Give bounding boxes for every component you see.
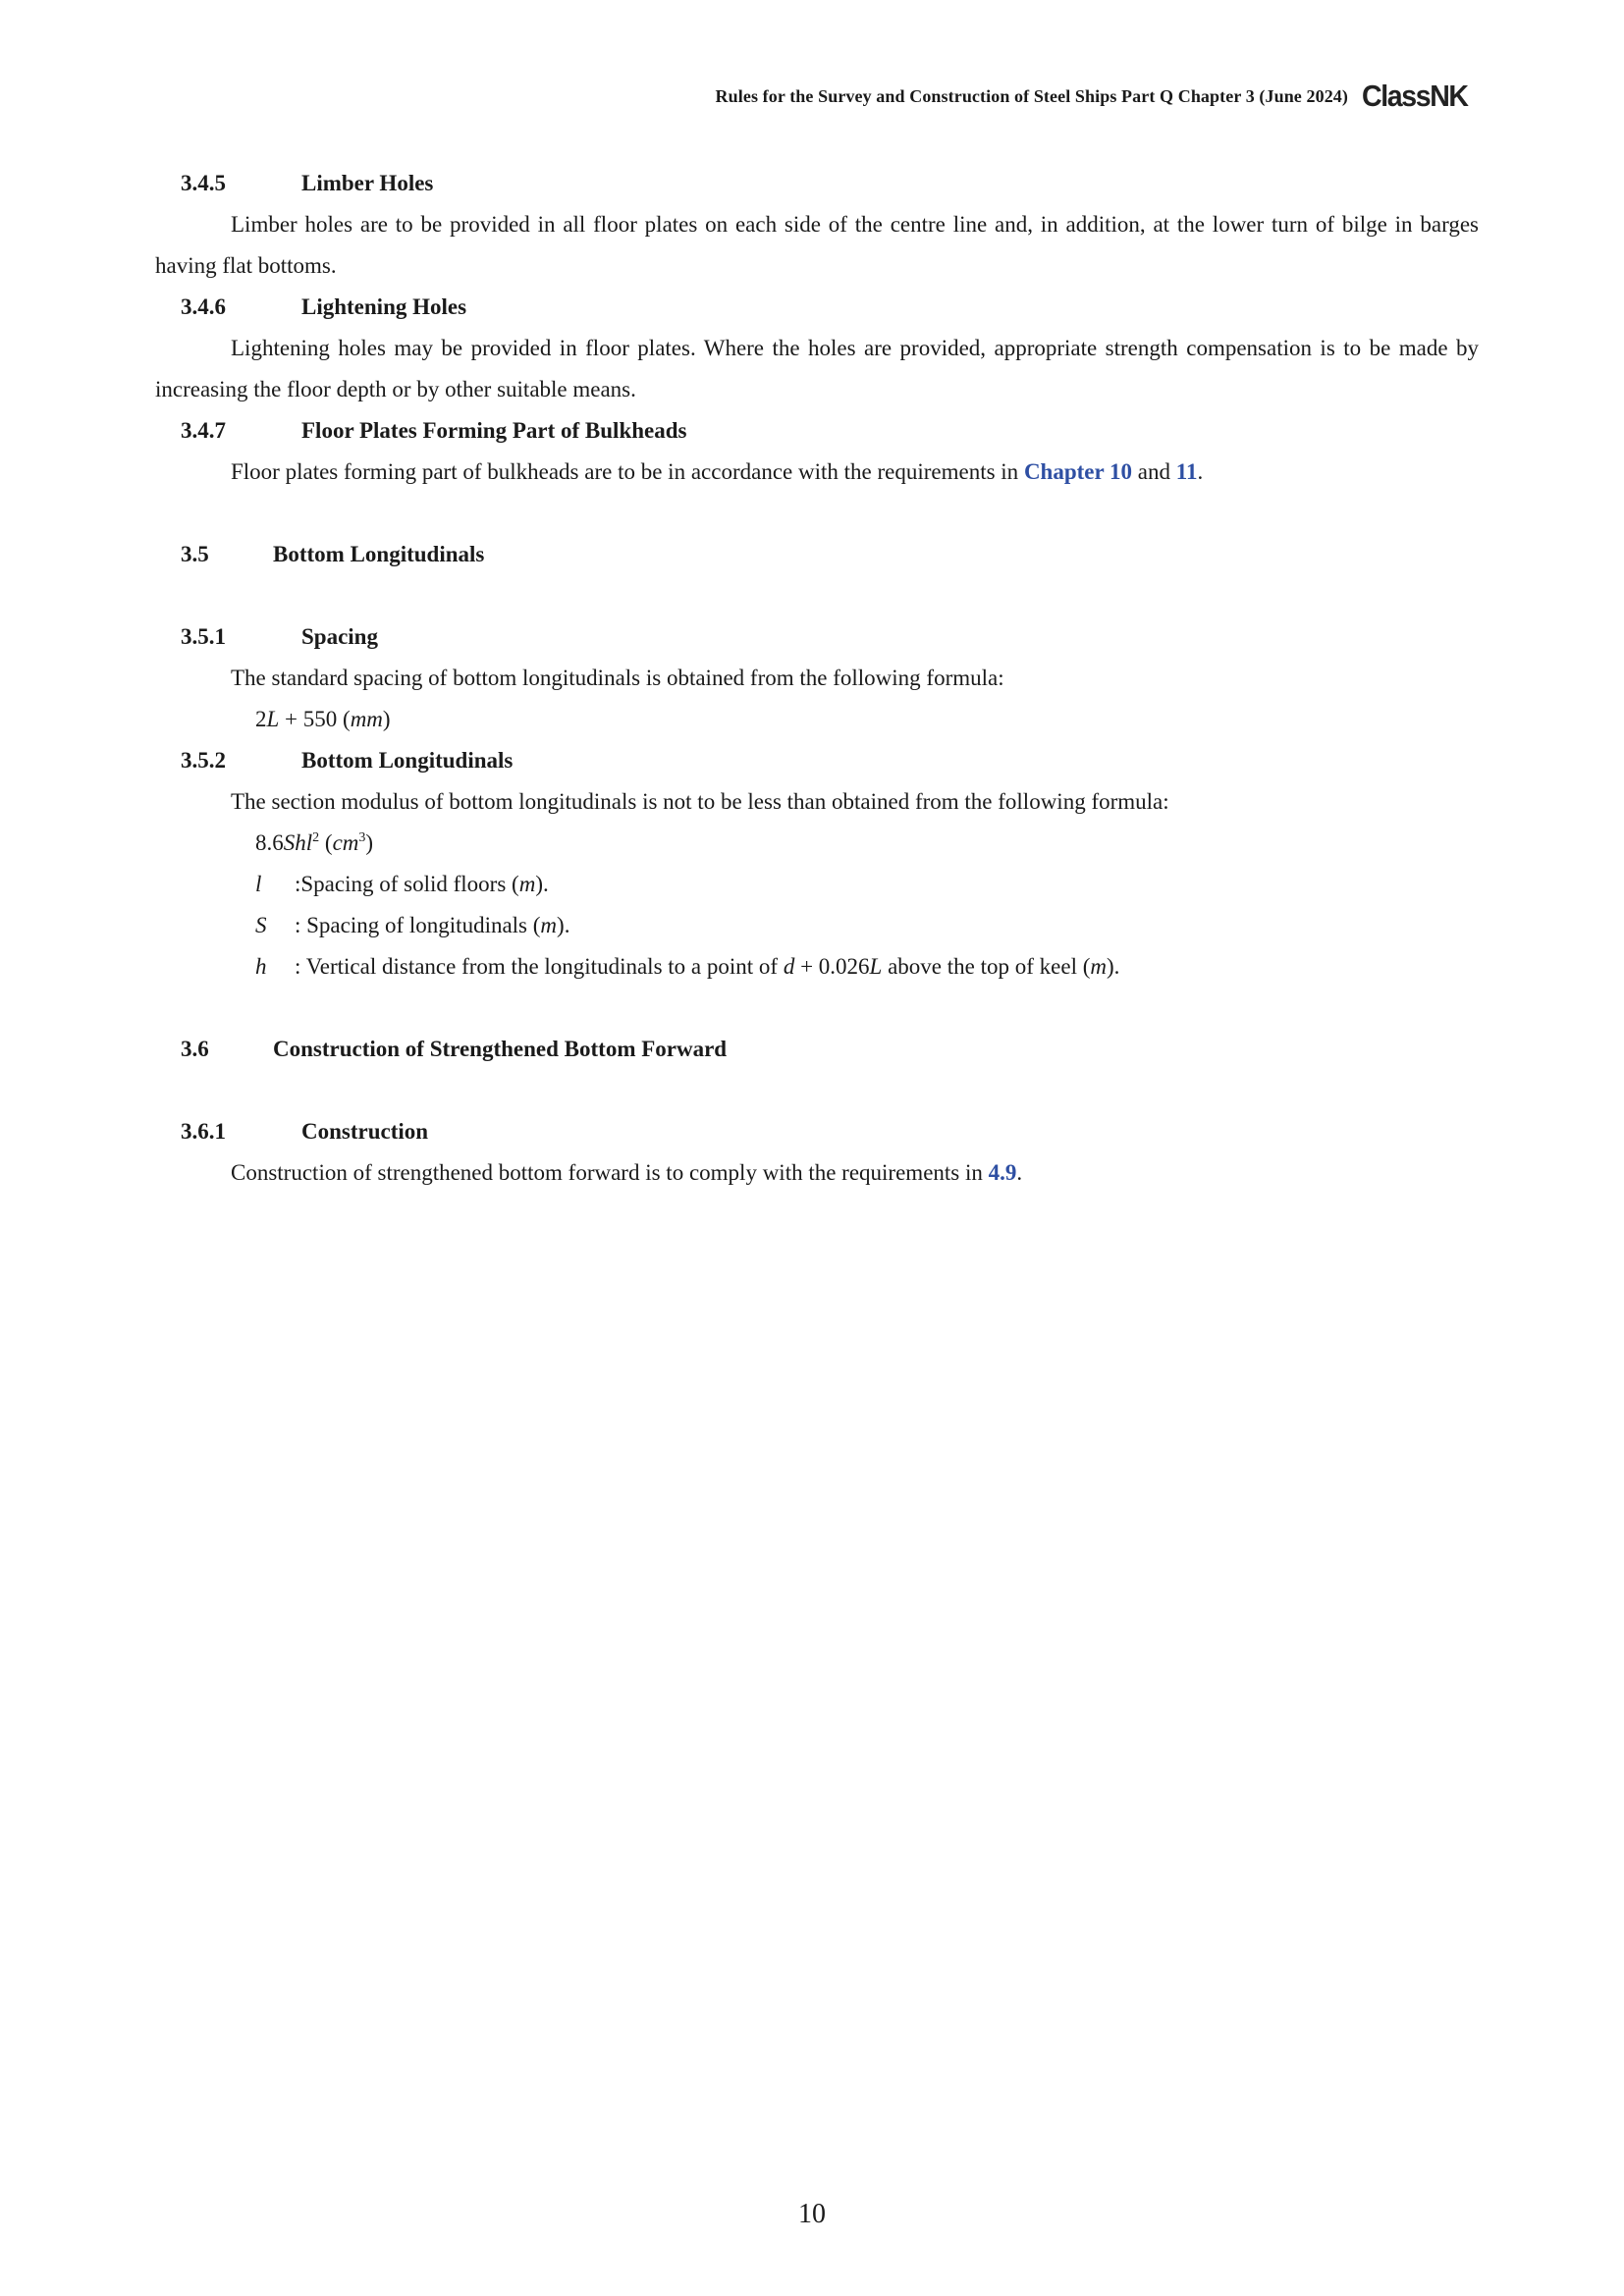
definition-symbol: h [255,954,267,979]
section-title: Limber Holes [301,171,434,195]
section-heading-3-4-5 [181,163,1479,204]
section-number: 3.5.2 [181,748,226,773]
text: and [1132,459,1176,484]
paragraph-floor-plates [155,452,1479,493]
section-heading-3-5-1 [181,616,1479,658]
paragraph-spacing: The standard spacing of bottom longitudinals is obtained from the following formula: [231,666,1004,690]
section-number: 3.6 [181,1037,209,1061]
definition-text [295,905,569,946]
text: Floor plates forming part of bulkheads are to be in accordance with the requirements in [231,459,1024,484]
formula-part: 8.6 [255,830,284,855]
section-heading-3-5 [181,534,1479,575]
text: Construction of strengthened bottom forward is to comply with the requirements in [231,1160,989,1185]
definition-text [295,946,1119,988]
section-title: Construction of Strengthened Bottom Forward [273,1037,728,1061]
formula-unit: cm [332,830,359,855]
formula-part: 2 [255,707,267,731]
formula-exponent: 2 [312,830,320,845]
section-title: Bottom Longitudinals [301,748,514,773]
text: ). [557,913,570,937]
text: : Vertical distance from the longitudinals to a point of [295,954,784,979]
section-number: 3.6.1 [181,1119,226,1144]
section-title: Floor Plates Forming Part of Bulkheads [301,418,687,443]
text: . [1016,1160,1023,1185]
text: above the top of keel ( [882,954,1091,979]
formula-part: ) [365,830,374,855]
section-modulus-formula [255,823,1479,864]
formula-part: + 550 ( [279,707,351,731]
section-number: 3.5 [181,542,209,566]
formula-part: ( [319,830,333,855]
text: . [1197,459,1204,484]
page-header [716,79,1477,114]
definition-h [255,946,1479,988]
text: ). [1107,954,1120,979]
text: ). [535,872,549,896]
var: d [783,954,795,979]
section-title: Lightening Holes [301,294,467,319]
classnk-logo: ClassNK [1362,79,1468,113]
formula-unit: mm [350,707,383,731]
paragraph-construction [155,1152,1479,1194]
section-title: Spacing [301,624,378,649]
text: :Spacing of solid floors ( [295,872,519,896]
unit: m [518,872,536,896]
formula-var: Shl [283,830,313,855]
section-title: Construction [301,1119,429,1144]
paragraph-limber-holes: Limber holes are to be provided in all floor plates on each side of the centre line and, in addition, at the lower turn of bilge in barges having flat bottoms. [155,212,1479,278]
var: L [869,954,883,979]
paragraph-section-modulus: The section modulus of bottom longitudinals is not to be less than obtained from the following formula: [231,789,1169,814]
section-4-9-link[interactable]: 4.9 [988,1160,1017,1185]
section-number: 3.4.5 [181,171,226,195]
page-number: 10 [798,2199,826,2229]
definition-symbol: S [255,913,267,937]
section-title: Bottom Longitudinals [273,542,485,566]
paragraph-lightening-holes: Lightening holes may be provided in floor plates. Where the holes are provided, appropriate strength compensation is to be made by increasing the floor depth or by other suitable means. [155,336,1479,401]
chapter-10-link[interactable]: Chapter 10 [1023,459,1133,484]
definition-text [295,864,549,905]
spacing-formula [255,699,1479,740]
section-heading-3-4-6 [181,287,1479,328]
section-number: 3.4.6 [181,294,226,319]
formula-var: L [266,707,280,731]
formula-part: ) [382,707,391,731]
formula-exponent: 3 [358,830,366,845]
definition-l [255,864,1479,905]
section-heading-3-4-7 [181,410,1479,452]
section-heading-3-6-1 [181,1111,1479,1152]
text: + 0.026 [794,954,870,979]
document-body [155,163,1479,1194]
section-number: 3.5.1 [181,624,226,649]
header-title: Rules for the Survey and Construction of Steel Ships Part Q Chapter 3 (June 2024) [715,85,1348,106]
unit: m [540,913,558,937]
chapter-11-link[interactable]: 11 [1175,459,1198,484]
section-heading-3-5-2 [181,740,1479,781]
text: : Spacing of longitudinals ( [295,913,541,937]
definition-symbol: l [255,872,262,896]
definition-s [255,905,1479,946]
section-heading-3-6 [181,1029,1479,1070]
unit: m [1090,954,1107,979]
section-number: 3.4.7 [181,418,226,443]
